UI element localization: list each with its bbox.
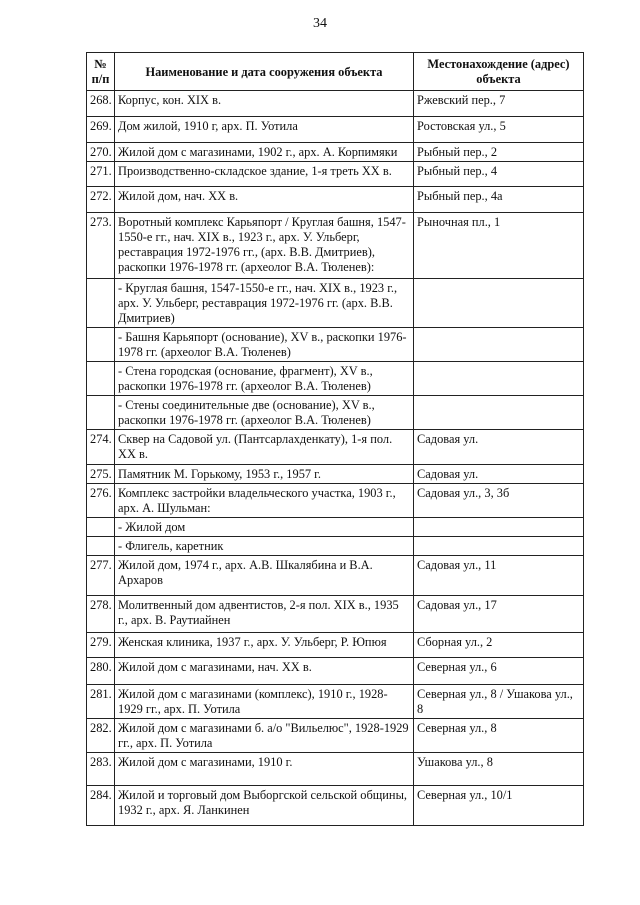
row-number: 270. (87, 143, 115, 162)
page-number: 34 (313, 16, 327, 31)
row-address (414, 279, 584, 328)
row-name: Жилой дом с магазинами, 1910 г. (115, 753, 414, 786)
table-row (87, 518, 584, 537)
table-body (87, 91, 584, 826)
table-row (87, 143, 584, 162)
row-name: - Стена городская (основание, фрагмент), XV в., раскопки 1976-1978 гг. (археолог В.А. Тюленев) (115, 362, 414, 396)
table-row (87, 786, 584, 826)
row-name: - Круглая башня, 1547-1550-е гг., нач. XIX в., 1923 г., арх. У. Ульберг, реставрация 1972-1976 гг. (арх. В.В. Дмитриев) (115, 279, 414, 328)
row-address: Ростовская ул., 5 (414, 117, 584, 143)
row-number (87, 537, 115, 556)
column-header-address: Местонахождение (адрес) объекта (414, 53, 584, 91)
table-row (87, 484, 584, 518)
row-number: 272. (87, 187, 115, 213)
row-name: Жилой дом с магазинами, нач. XX в. (115, 658, 414, 685)
row-number: 281. (87, 685, 115, 719)
table-row (87, 537, 584, 556)
table-row (87, 117, 584, 143)
row-name: Жилой дом с магазинами (комплекс), 1910 г., 1928-1929 гг., арх. П. Уотила (115, 685, 414, 719)
table-row (87, 685, 584, 719)
row-address: Садовая ул., 11 (414, 556, 584, 596)
row-address (414, 362, 584, 396)
row-number: 280. (87, 658, 115, 685)
row-address: Северная ул., 8 / Ушакова ул., 8 (414, 685, 584, 719)
row-name: Комплекс застройки владельческого участка, 1903 г., арх. А. Шульман: (115, 484, 414, 518)
table-row (87, 213, 584, 279)
row-number (87, 328, 115, 362)
table-row (87, 187, 584, 213)
row-name: Жилой дом, 1974 г., арх. А.В. Шкалябина и В.А. Архаров (115, 556, 414, 596)
table-header-row (87, 53, 584, 91)
row-address: Рыбный пер., 2 (414, 143, 584, 162)
row-address: Ушакова ул., 8 (414, 753, 584, 786)
row-address: Садовая ул., 3, 3б (414, 484, 584, 518)
row-name: Молитвенный дом адвентистов, 2-я пол. XIX в., 1935 г., арх. В. Раутиайнен (115, 596, 414, 633)
row-number (87, 362, 115, 396)
row-number: 269. (87, 117, 115, 143)
row-number: 276. (87, 484, 115, 518)
row-address: Сборная ул., 2 (414, 633, 584, 658)
heritage-objects-table (86, 52, 584, 826)
row-address: Рыночная пл., 1 (414, 213, 584, 279)
column-header-name: Наименование и дата сооружения объекта (115, 53, 414, 91)
table-row (87, 596, 584, 633)
table-row (87, 556, 584, 596)
row-number: 268. (87, 91, 115, 117)
row-address (414, 396, 584, 430)
row-name: Воротный комплекс Карьяпорт / Круглая башня, 1547-1550-е гг., нач. XIX в., 1923 г., арх. У. Ульберг, реставрация 1972-1976 гг., (арх. В.В. Дмитриев), раскопки 1976-1978 гг. (археолог В.А. Тюленев): (115, 213, 414, 279)
row-name: Жилой дом с магазинами, 1902 г., арх. А. Корпимяки (115, 143, 414, 162)
row-address: Северная ул., 8 (414, 719, 584, 753)
row-address: Садовая ул. (414, 430, 584, 465)
table-row (87, 753, 584, 786)
row-name: - Башня Карьяпорт (основание), XV в., раскопки 1976-1978 гг. (археолог В.А. Тюленев) (115, 328, 414, 362)
row-address: Садовая ул. (414, 465, 584, 484)
column-header-number: № п/п (87, 53, 115, 91)
row-address: Садовая ул., 17 (414, 596, 584, 633)
row-number: 279. (87, 633, 115, 658)
row-name: Женская клиника, 1937 г., арх. У. Ульберг, Р. Юпюя (115, 633, 414, 658)
row-address: Северная ул., 10/1 (414, 786, 584, 826)
row-address: Рыбный пер., 4а (414, 187, 584, 213)
table-row (87, 362, 584, 396)
table-row (87, 396, 584, 430)
table-row (87, 430, 584, 465)
row-number: 278. (87, 596, 115, 633)
row-address (414, 537, 584, 556)
row-name: Жилой дом, нач. XX в. (115, 187, 414, 213)
row-address (414, 518, 584, 537)
row-name: Жилой дом с магазинами б. а/о "Вильелюс", 1928-1929 гг., арх. П. Уотила (115, 719, 414, 753)
row-number: 284. (87, 786, 115, 826)
row-name: Памятник М. Горькому, 1953 г., 1957 г. (115, 465, 414, 484)
row-address: Рыбный пер., 4 (414, 162, 584, 187)
table-row (87, 91, 584, 117)
row-name: Корпус, кон. XIX в. (115, 91, 414, 117)
row-address: Северная ул., 6 (414, 658, 584, 685)
table-row (87, 328, 584, 362)
table-row (87, 719, 584, 753)
row-number (87, 396, 115, 430)
row-number: 277. (87, 556, 115, 596)
row-number (87, 518, 115, 537)
table-row (87, 633, 584, 658)
table-row (87, 658, 584, 685)
row-number: 271. (87, 162, 115, 187)
row-name: - Жилой дом (115, 518, 414, 537)
row-address (414, 328, 584, 362)
row-name: Производственно-складское здание, 1-я треть XX в. (115, 162, 414, 187)
row-number: 275. (87, 465, 115, 484)
row-number: 283. (87, 753, 115, 786)
row-number: 273. (87, 213, 115, 279)
table-row (87, 279, 584, 328)
table-row (87, 465, 584, 484)
table-row (87, 162, 584, 187)
row-name: - Флигель, каретник (115, 537, 414, 556)
row-number: 274. (87, 430, 115, 465)
row-number (87, 279, 115, 328)
row-number: 282. (87, 719, 115, 753)
row-name: Дом жилой, 1910 г, арх. П. Уотила (115, 117, 414, 143)
row-name: Сквер на Садовой ул. (Пантсарлахденкату), 1-я пол. XX в. (115, 430, 414, 465)
row-name: - Стены соединительные две (основание), XV в., раскопки 1976-1978 гг. (археолог В.А. Тюленев) (115, 396, 414, 430)
row-name: Жилой и торговый дом Выборгской сельской общины, 1932 г., арх. Я. Ланкинен (115, 786, 414, 826)
row-address: Ржевский пер., 7 (414, 91, 584, 117)
